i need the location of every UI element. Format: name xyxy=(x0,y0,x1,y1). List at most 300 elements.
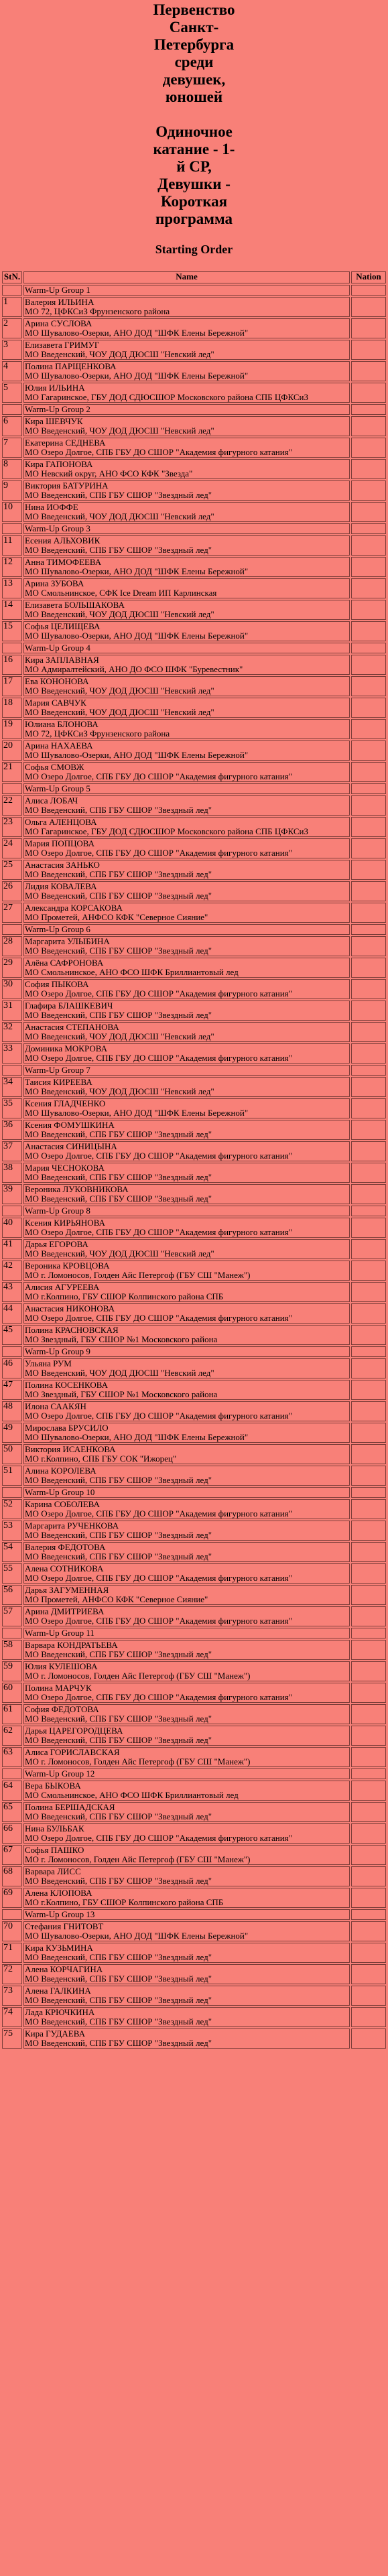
skater-cell xyxy=(23,2007,350,2027)
page-header xyxy=(0,0,388,228)
warmup-group-label: Warm-Up Group 3 xyxy=(23,523,350,534)
start-number: 17 xyxy=(2,676,22,696)
nation-cell xyxy=(351,1781,386,1801)
warmup-group-row xyxy=(2,523,386,534)
warmup-group-label: Warm-Up Group 4 xyxy=(23,643,350,653)
start-number: 75 xyxy=(2,2028,22,2049)
skater-name: Елизавета БОЛЬШАКОВА xyxy=(25,600,125,610)
start-number: 59 xyxy=(2,1661,22,1681)
nation-cell xyxy=(351,1726,386,1746)
table-row xyxy=(2,535,386,556)
skater-club: МО Введенский, СПБ ГБУ СШОР "Звездный лед" xyxy=(25,2017,212,2026)
nation-cell xyxy=(351,1683,386,1703)
table-row xyxy=(2,655,386,675)
skater-name: Мария ЧЕСНОКОВА xyxy=(25,1163,105,1173)
nation-cell xyxy=(351,1380,386,1400)
table-row xyxy=(2,740,386,761)
skater-cell xyxy=(23,1184,350,1204)
table-row xyxy=(2,361,386,381)
skater-club: МО Введенский, ЧОУ ДОД ДЮСШ "Невский лед" xyxy=(25,1368,214,1378)
table-row xyxy=(2,1380,386,1400)
skater-club: МО Введенский, СПБ ГБУ СШОР "Звездный лед" xyxy=(25,545,212,555)
skater-name: Виктория БАТУРИНА xyxy=(25,481,109,491)
nation-cell xyxy=(351,1943,386,1963)
column-header-nation: Nation xyxy=(351,271,386,283)
skater-club: МО г. Ломоносов, Голден Айс Петергоф (ГБУ СШ "Манеж") xyxy=(25,1271,251,1280)
skater-cell xyxy=(23,936,350,956)
skater-club: МО Адмиралтейский, АНО ДО ФСО ШФК "Буревестник" xyxy=(25,665,243,674)
table-row xyxy=(2,1444,386,1464)
skater-cell xyxy=(23,1325,350,1345)
skater-cell xyxy=(23,318,350,338)
table-row xyxy=(2,1888,386,1908)
skater-club: МО Озеро Долгое, СПБ ГБУ ДО СШОР "Академия фигурного катания" xyxy=(25,1228,292,1237)
skater-club: МО Введенский, СПБ ГБУ СШОР "Звездный лед" xyxy=(25,1476,212,1485)
table-row xyxy=(2,1163,386,1183)
table-row xyxy=(2,1218,386,1238)
skater-cell xyxy=(23,1542,350,1562)
skater-cell xyxy=(23,1823,350,1844)
skater-club: МО Звездный, ГБУ СШОР №1 Московского района xyxy=(25,1335,218,1344)
empty-cell xyxy=(351,285,386,296)
start-number: 44 xyxy=(2,1303,22,1324)
skater-name: Алена СОТНИКОВА xyxy=(25,1564,104,1573)
nation-cell xyxy=(351,557,386,577)
empty-cell xyxy=(351,1065,386,1076)
skater-name: Валерия ИЛЬИНА xyxy=(25,298,94,307)
skater-cell xyxy=(23,1218,350,1238)
empty-cell xyxy=(351,783,386,794)
skater-cell xyxy=(23,1521,350,1541)
start-number: 9 xyxy=(2,480,22,501)
skater-cell xyxy=(23,1141,350,1161)
table-row xyxy=(2,1001,386,1021)
table-row xyxy=(2,1986,386,2006)
skater-name: Алёна САФРОНОВА xyxy=(25,958,104,968)
start-number: 38 xyxy=(2,1163,22,1183)
skater-club: МО Озеро Долгое, СПБ ГБУ ДО СШОР "Академия фигурного катания" xyxy=(25,848,292,858)
skater-club: МО Введенский, СПБ ГБУ СШОР "Звездный лед" xyxy=(25,870,212,879)
warmup-group-label: Warm-Up Group 9 xyxy=(23,1346,350,1357)
start-number: 52 xyxy=(2,1499,22,1519)
nation-cell xyxy=(351,698,386,718)
skater-name: Есения АЛЬХОВИК xyxy=(25,536,101,545)
skater-cell xyxy=(23,740,350,761)
warmup-group-row xyxy=(2,1487,386,1498)
start-number: 8 xyxy=(2,459,22,479)
skater-club: МО 72, ЦФКСиЗ Фрунзенского района xyxy=(25,307,170,316)
skater-name: Алена КЛОПОВА xyxy=(25,1888,92,1898)
table-row xyxy=(2,1683,386,1703)
nation-cell xyxy=(351,383,386,403)
empty-cell xyxy=(2,523,22,534)
skater-cell xyxy=(23,1921,350,1941)
skater-club: МО Введенский, ЧОУ ДОД ДЮСШ "Невский лед" xyxy=(25,1032,214,1041)
nation-cell xyxy=(351,318,386,338)
skater-club: МО г. Ломоносов, Голден Айс Петергоф (ГБУ СШ "Манеж") xyxy=(25,1855,251,1864)
skater-name: Арина НАХАЕВА xyxy=(25,741,93,751)
skater-club: МО Введенский, СПБ ГБУ СШОР "Звездный лед" xyxy=(25,1531,212,1540)
table-row xyxy=(2,438,386,458)
skater-name: Ксения ФОМУШКИНА xyxy=(25,1120,115,1130)
skater-cell xyxy=(23,1043,350,1064)
skater-name: Юлия ИЛЬИНА xyxy=(25,383,85,393)
empty-cell xyxy=(2,783,22,794)
skater-club: МО Введенский, СПБ ГБУ СШОР "Звездный лед" xyxy=(25,1552,212,1561)
table-row xyxy=(2,936,386,956)
skater-club: МО Шувалово-Озерки, АНО ДОД "ШФК Елены Бережной" xyxy=(25,328,249,338)
skater-name: Анастасия ЗАНЬКО xyxy=(25,860,100,870)
nation-cell xyxy=(351,1606,386,1626)
nation-cell xyxy=(351,936,386,956)
skater-club: МО 72, ЦФКСиЗ Фрунзенского района xyxy=(25,729,170,738)
start-number: 45 xyxy=(2,1325,22,1345)
skater-club: МО Введенский, СПБ ГБУ СШОР "Звездный лед" xyxy=(25,1736,212,1745)
warmup-group-row xyxy=(2,1346,386,1357)
title-line: среди xyxy=(174,54,214,70)
nation-cell xyxy=(351,1423,386,1443)
skater-name: Юлиана БЛОНОВА xyxy=(25,720,99,729)
skater-name: Полина ПАРЩЕНКОВА xyxy=(25,362,117,371)
table-row xyxy=(2,719,386,739)
skater-club: МО Гагаринское, ГБУ ДОД СДЮСШОР Московского района СПБ ЦФКСиЗ xyxy=(25,827,308,836)
table-row xyxy=(2,795,386,816)
skater-cell xyxy=(23,795,350,816)
start-number: 62 xyxy=(2,1726,22,1746)
skater-cell xyxy=(23,1401,350,1421)
nation-cell xyxy=(351,1640,386,1660)
table-row xyxy=(2,1184,386,1204)
empty-cell xyxy=(351,924,386,935)
skater-club: МО Озеро Долгое, СПБ ГБУ ДО СШОР "Академия фигурного катания" xyxy=(25,1693,292,1702)
start-number: 64 xyxy=(2,1781,22,1801)
start-number: 60 xyxy=(2,1683,22,1703)
skater-cell xyxy=(23,903,350,923)
warmup-group-label: Warm-Up Group 6 xyxy=(23,924,350,935)
nation-cell xyxy=(351,1845,386,1865)
warmup-group-label: Warm-Up Group 5 xyxy=(23,783,350,794)
skater-club: МО Озеро Долгое, СПБ ГБУ ДО СШОР "Академия фигурного катания" xyxy=(25,1833,292,1843)
skater-cell xyxy=(23,2028,350,2049)
skater-club: МО Введенский, СПБ ГБУ СШОР "Звездный лед" xyxy=(25,1996,212,2005)
skater-cell xyxy=(23,838,350,858)
warmup-group-label: Warm-Up Group 11 xyxy=(23,1628,350,1638)
skater-cell xyxy=(23,557,350,577)
empty-cell xyxy=(2,1206,22,1216)
event-title xyxy=(111,123,278,228)
skater-cell xyxy=(23,1747,350,1767)
start-number: 31 xyxy=(2,1001,22,1021)
table-row xyxy=(2,578,386,598)
skater-club: МО Шувалово-Озерки, АНО ДОД "ШФК Елены Бережной" xyxy=(25,1931,249,1941)
warmup-group-label: Warm-Up Group 10 xyxy=(23,1487,350,1498)
skater-name: Глафира БЛАШКЕВИЧ xyxy=(25,1001,113,1011)
nation-cell xyxy=(351,740,386,761)
skater-name: Дарья ЗАГУМЕННАЯ xyxy=(25,1586,109,1595)
nation-cell xyxy=(351,762,386,782)
subtitle-line: Девушки - xyxy=(157,176,231,192)
skater-name: Алена ГАЛКИНА xyxy=(25,1986,91,1996)
empty-cell xyxy=(2,924,22,935)
start-number: 33 xyxy=(2,1043,22,1064)
table-row xyxy=(2,903,386,923)
nation-cell xyxy=(351,1661,386,1681)
nation-cell xyxy=(351,1585,386,1605)
warmup-group-row xyxy=(2,783,386,794)
skater-cell xyxy=(23,762,350,782)
start-number: 50 xyxy=(2,1444,22,1464)
nation-cell xyxy=(351,838,386,858)
empty-cell xyxy=(2,1909,22,1920)
table-row xyxy=(2,1747,386,1767)
nation-cell xyxy=(351,1823,386,1844)
start-number: 48 xyxy=(2,1401,22,1421)
table-row xyxy=(2,1802,386,1822)
table-row xyxy=(2,1325,386,1345)
table-row xyxy=(2,1866,386,1886)
skater-name: Стефания ГНИТОВТ xyxy=(25,1922,104,1931)
start-number: 13 xyxy=(2,578,22,598)
table-row xyxy=(2,838,386,858)
nation-cell xyxy=(351,1802,386,1822)
table-row xyxy=(2,2007,386,2027)
skater-cell xyxy=(23,1022,350,1042)
skater-club: МО Шувалово-Озерки, АНО ДОД "ШФК Елены Бережной" xyxy=(25,1108,249,1118)
skater-cell xyxy=(23,698,350,718)
skater-cell xyxy=(23,1781,350,1801)
start-number: 25 xyxy=(2,860,22,880)
skater-cell xyxy=(23,578,350,598)
start-number: 63 xyxy=(2,1747,22,1767)
start-number: 66 xyxy=(2,1823,22,1844)
skater-club: МО Прометей, АНФСО КФК "Северное Сияние" xyxy=(25,913,208,922)
skater-cell xyxy=(23,1802,350,1822)
empty-cell xyxy=(351,523,386,534)
nation-cell xyxy=(351,817,386,837)
table-row xyxy=(2,459,386,479)
skater-cell xyxy=(23,719,350,739)
skater-cell xyxy=(23,383,350,403)
nation-cell xyxy=(351,1466,386,1486)
skater-cell xyxy=(23,1704,350,1724)
skater-club: МО Озеро Долгое, СПБ ГБУ ДО СШОР "Академия фигурного катания" xyxy=(25,448,292,457)
start-number: 70 xyxy=(2,1921,22,1941)
title-line: девушек, xyxy=(162,71,226,88)
subtitle-line: Одиночное xyxy=(155,123,233,140)
skater-cell xyxy=(23,1261,350,1281)
start-number: 37 xyxy=(2,1141,22,1161)
table-row xyxy=(2,1282,386,1302)
warmup-group-row xyxy=(2,404,386,415)
skater-club: МО Звездный, ГБУ СШОР №1 Московского района xyxy=(25,1390,218,1399)
nation-cell xyxy=(351,340,386,360)
warmup-group-row xyxy=(2,643,386,653)
nation-cell xyxy=(351,578,386,598)
table-row xyxy=(2,416,386,436)
start-number: 28 xyxy=(2,936,22,956)
skater-name: Илона СААКЯН xyxy=(25,1402,86,1411)
skater-club: МО Озеро Долгое, СПБ ГБУ ДО СШОР "Академия фигурного катания" xyxy=(25,1616,292,1626)
skater-name: Ева КОНОНОВА xyxy=(25,677,89,686)
table-row xyxy=(2,1964,386,1984)
start-number: 46 xyxy=(2,1358,22,1378)
nation-cell xyxy=(351,1358,386,1378)
nation-cell xyxy=(351,1303,386,1324)
empty-cell xyxy=(2,1487,22,1498)
skater-club: МО Шувалово-Озерки, АНО ДОД "ШФК Елены Бережной" xyxy=(25,1433,249,1442)
start-number: 16 xyxy=(2,655,22,675)
skater-cell xyxy=(23,817,350,837)
start-number: 3 xyxy=(2,340,22,360)
skater-name: Ксения КИРЬЯНОВА xyxy=(25,1218,105,1228)
skater-name: Варвара ЛИСС xyxy=(25,1867,81,1876)
skater-club: МО г.Колпино, ГБУ СШОР Колпинского района СПБ xyxy=(25,1898,224,1907)
skater-name: Кира КУЗЬМИНА xyxy=(25,1943,93,1953)
skater-club: МО Введенский, ЧОУ ДОД ДЮСШ "Невский лед" xyxy=(25,1087,214,1096)
table-row xyxy=(2,1098,386,1118)
nation-cell xyxy=(351,1325,386,1345)
skater-cell xyxy=(23,459,350,479)
skater-name: Арина СУСЛОВА xyxy=(25,319,92,328)
table-row xyxy=(2,1585,386,1605)
start-number: 4 xyxy=(2,361,22,381)
table-row xyxy=(2,1239,386,1259)
skater-club: МО Введенский, ЧОУ ДОД ДЮСШ "Невский лед" xyxy=(25,610,214,619)
skater-club: МО Введенский, СПБ ГБУ СШОР "Звездный лед" xyxy=(25,1130,212,1139)
start-number: 34 xyxy=(2,1077,22,1097)
skater-name: Дарья ЦАРЕГОРОДЦЕВА xyxy=(25,1726,123,1736)
skater-club: МО Озеро Долгое, СПБ ГБУ ДО СШОР "Академия фигурного катания" xyxy=(25,1151,292,1161)
skater-club: МО Введенский, СПБ ГБУ СШОР "Звездный лед" xyxy=(25,1876,212,1886)
table-row xyxy=(2,1120,386,1140)
start-number: 49 xyxy=(2,1423,22,1443)
skater-name: Нина БУЛЬБАК xyxy=(25,1824,84,1833)
skater-cell xyxy=(23,600,350,620)
skater-name: Вероника КРОВЦОВА xyxy=(25,1261,110,1271)
title-line: Санкт- xyxy=(169,19,219,36)
skater-club: МО Озеро Долгое, СПБ ГБУ ДО СШОР "Академия фигурного катания" xyxy=(25,1053,292,1063)
skater-name: Кира ГУДАЕВА xyxy=(25,2029,85,2039)
title-line: Петербурга xyxy=(153,36,235,53)
start-number: 5 xyxy=(2,383,22,403)
empty-cell xyxy=(351,1628,386,1638)
warmup-group-row xyxy=(2,1206,386,1216)
start-number: 26 xyxy=(2,881,22,901)
column-header-name: Name xyxy=(23,271,350,283)
skater-club: МО Введенский, СПБ ГБУ СШОР "Звездный лед" xyxy=(25,1953,212,1962)
table-body xyxy=(2,285,386,2049)
skater-club: МО г. Ломоносов, Голден Айс Петергоф (ГБУ СШ "Манеж") xyxy=(25,1757,251,1766)
skater-name: Александра КОРСАКОВА xyxy=(25,903,123,913)
skater-cell xyxy=(23,1098,350,1118)
skater-club: МО Введенский, СПБ ГБУ СШОР "Звездный лед" xyxy=(25,1650,212,1659)
skater-club: МО Введенский, ЧОУ ДОД ДЮСШ "Невский лед" xyxy=(25,1249,214,1259)
skater-club: МО Введенский, СПБ ГБУ СШОР "Звездный лед" xyxy=(25,1194,212,1204)
column-header-stn: StN. xyxy=(2,271,22,283)
start-number: 7 xyxy=(2,438,22,458)
skater-club: МО Озеро Долгое, СПБ ГБУ ДО СШОР "Академия фигурного катания" xyxy=(25,1313,292,1323)
skater-cell xyxy=(23,621,350,641)
table-row xyxy=(2,958,386,978)
skater-club: МО Введенский, СПБ ГБУ СШОР "Звездный лед" xyxy=(25,1812,212,1821)
skater-name: Софья ЦЕЛИЩЕВА xyxy=(25,622,101,631)
skater-cell xyxy=(23,1585,350,1605)
nation-cell xyxy=(351,502,386,522)
start-number: 65 xyxy=(2,1802,22,1822)
start-number: 35 xyxy=(2,1098,22,1118)
nation-cell xyxy=(351,459,386,479)
nation-cell xyxy=(351,860,386,880)
start-number: 1 xyxy=(2,297,22,317)
skater-cell xyxy=(23,361,350,381)
table-row xyxy=(2,676,386,696)
start-number: 27 xyxy=(2,903,22,923)
table-row xyxy=(2,1943,386,1963)
start-number: 39 xyxy=(2,1184,22,1204)
nation-cell xyxy=(351,1163,386,1183)
nation-cell xyxy=(351,1521,386,1541)
nation-cell xyxy=(351,297,386,317)
start-number: 10 xyxy=(2,502,22,522)
table-row xyxy=(2,860,386,880)
table-row xyxy=(2,1043,386,1064)
skater-cell xyxy=(23,1726,350,1746)
empty-cell xyxy=(351,1206,386,1216)
table-row xyxy=(2,698,386,718)
skater-cell xyxy=(23,1964,350,1984)
skater-club: МО Смольнинское, АНО ФСО ШФК Бриллиантовый лед xyxy=(25,1791,239,1800)
nation-cell xyxy=(351,1964,386,1984)
start-number: 22 xyxy=(2,795,22,816)
nation-cell xyxy=(351,1921,386,1941)
skater-club: МО Введенский, СПБ ГБУ СШОР "Звездный лед" xyxy=(25,1011,212,1020)
table-row xyxy=(2,1423,386,1443)
skater-cell xyxy=(23,1640,350,1660)
skater-name: Виктория ИСАЕНКОВА xyxy=(25,1445,116,1454)
nation-cell xyxy=(351,1261,386,1281)
start-number: 58 xyxy=(2,1640,22,1660)
empty-cell xyxy=(351,1346,386,1357)
warmup-group-label: Warm-Up Group 12 xyxy=(23,1768,350,1779)
nation-cell xyxy=(351,1542,386,1562)
start-number: 18 xyxy=(2,698,22,718)
table-row xyxy=(2,318,386,338)
skater-club: МО Шувалово-Озерки, АНО ДОД "ШФК Елены Бережной" xyxy=(25,371,249,381)
nation-cell xyxy=(351,1098,386,1118)
empty-cell xyxy=(2,404,22,415)
skater-name: Ксения ГЛАДЧЕНКО xyxy=(25,1099,106,1108)
skater-name: София ФЕДОТОВА xyxy=(25,1705,99,1714)
start-number: 54 xyxy=(2,1542,22,1562)
skater-cell xyxy=(23,1563,350,1584)
start-number: 71 xyxy=(2,1943,22,1963)
nation-cell xyxy=(351,1866,386,1886)
empty-cell xyxy=(2,643,22,653)
nation-cell xyxy=(351,361,386,381)
start-number: 42 xyxy=(2,1261,22,1281)
skater-club: МО Гагаринское, ГБУ ДОД СДЮСШОР Московского района СПБ ЦФКСиЗ xyxy=(25,393,308,402)
skater-cell xyxy=(23,438,350,458)
table-row xyxy=(2,1358,386,1378)
start-number: 67 xyxy=(2,1845,22,1865)
start-number: 32 xyxy=(2,1022,22,1042)
nation-cell xyxy=(351,1022,386,1042)
skater-club: МО г.Колпино, СПБ ГБУ СОК "Ижорец" xyxy=(25,1454,177,1464)
skater-club: МО Шувалово-Озерки, АНО ДОД "ШФК Елены Бережной" xyxy=(25,631,249,641)
nation-cell xyxy=(351,1282,386,1302)
nation-cell xyxy=(351,795,386,816)
starting-order-table xyxy=(1,270,387,2050)
